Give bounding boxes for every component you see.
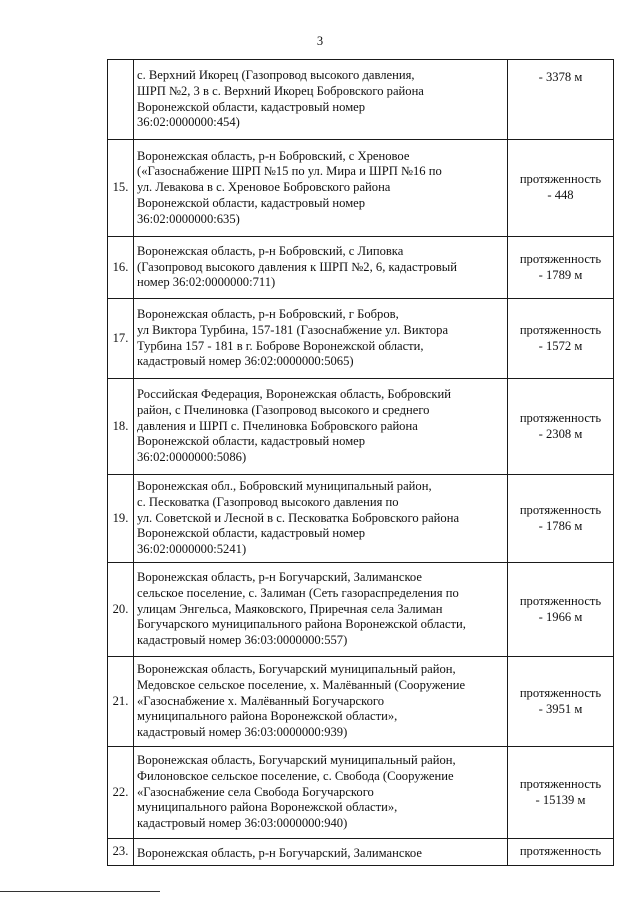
- object-description: с. Верхний Икорец (Газопровод высокого давления, ШРП №2, 3 в с. Верхний Икорец Бобровского района Воронежской области, кадастровый номер 36:02:0000000:454): [134, 60, 508, 140]
- table-row: [108, 475, 614, 563]
- table-row: [108, 657, 614, 747]
- object-description: Российская Федерация, Воронежская область, Бобровский район, с Пчелиновка (Газопровод высокого и среднего давления и ШРП с. Пчелиновка Бобровского района Воронежской области, кадастровый номер 36:02:0000000:5086): [134, 379, 508, 475]
- row-number: 19.: [108, 475, 134, 563]
- object-length: протяженность - 2308 м: [508, 379, 614, 475]
- table-row: [108, 747, 614, 839]
- table-row: [108, 60, 614, 140]
- object-length: протяженность - 1572 м: [508, 299, 614, 379]
- object-length: протяженность: [508, 839, 614, 866]
- object-description: Воронежская обл., Бобровский муниципальный район, с. Песковатка (Газопровод высокого давления по ул. Советской и Лесной в с. Песковатка Бобровского района Воронежской области, кадастровый номер 36:02:0000000:5241): [134, 475, 508, 563]
- object-length: протяженность - 1786 м: [508, 475, 614, 563]
- object-length: протяженность - 15139 м: [508, 747, 614, 839]
- row-number: 15.: [108, 140, 134, 237]
- row-number: 18.: [108, 379, 134, 475]
- row-number: 20.: [108, 563, 134, 657]
- object-description: Воронежская область, р-н Бобровский, с Липовка (Газопровод высокого давления к ШРП №2, 6, кадастровый номер 36:02:0000000:711): [134, 237, 508, 299]
- table-row: [108, 237, 614, 299]
- object-description: Воронежская область, р-н Богучарский, Залиманское сельское поселение, с. Залиман (Сеть газораспределения по улицам Энгельса, Маяковского, Приречная села Залиман Богучарского муниципального района Воронежской области, кадастровый номер 36:03:0000000:557): [134, 563, 508, 657]
- row-number: 17.: [108, 299, 134, 379]
- table-row: [108, 299, 614, 379]
- footer-divider: [0, 891, 160, 892]
- table-row: [108, 839, 614, 866]
- object-description: Воронежская область, р-н Бобровский, г Бобров, ул Виктора Турбина, 157-181 (Газоснабжение ул. Виктора Турбина 157 - 181 в г. Боброве Воронежской области, кадастровый номер 36:02:0000000:5065): [134, 299, 508, 379]
- object-description: Воронежская область, Богучарский муниципальный район, Филоновское сельское поселение, с. Свобода (Сооружение «Газоснабжение села Свобода Богучарского муниципального района Воронежской области», кадастровый номер 36:03:0000000:940): [134, 747, 508, 839]
- row-number: [108, 60, 134, 140]
- table-row: [108, 140, 614, 237]
- object-length: протяженность - 448: [508, 140, 614, 237]
- row-number: 23.: [108, 839, 134, 866]
- table-row: [108, 379, 614, 475]
- object-length: протяженность - 1789 м: [508, 237, 614, 299]
- registry-table: [107, 59, 614, 866]
- page-number: 3: [316, 34, 324, 48]
- table-row: [108, 563, 614, 657]
- object-description: Воронежская область, р-н Бобровский, с Хреновое («Газоснабжение ШРП №15 по ул. Мира и ШРП №16 по ул. Левакова в с. Хреновое Бобровского района Воронежской области, кадастровый номер 36:02:0000000:635): [134, 140, 508, 237]
- object-length: - 3378 м: [508, 60, 614, 140]
- row-number: 22.: [108, 747, 134, 839]
- row-number: 16.: [108, 237, 134, 299]
- object-length: протяженность - 3951 м: [508, 657, 614, 747]
- row-number: 21.: [108, 657, 134, 747]
- object-description: Воронежская область, Богучарский муниципальный район, Медовское сельское поселение, х. Малёванный (Сооружение «Газоснабжение х. Малёванный Богучарского муниципального района Воронежской области», кадастровый номер 36:03:0000000:939): [134, 657, 508, 747]
- object-description: Воронежская область, р-н Богучарский, Залиманское: [134, 839, 508, 866]
- object-length: протяженность - 1966 м: [508, 563, 614, 657]
